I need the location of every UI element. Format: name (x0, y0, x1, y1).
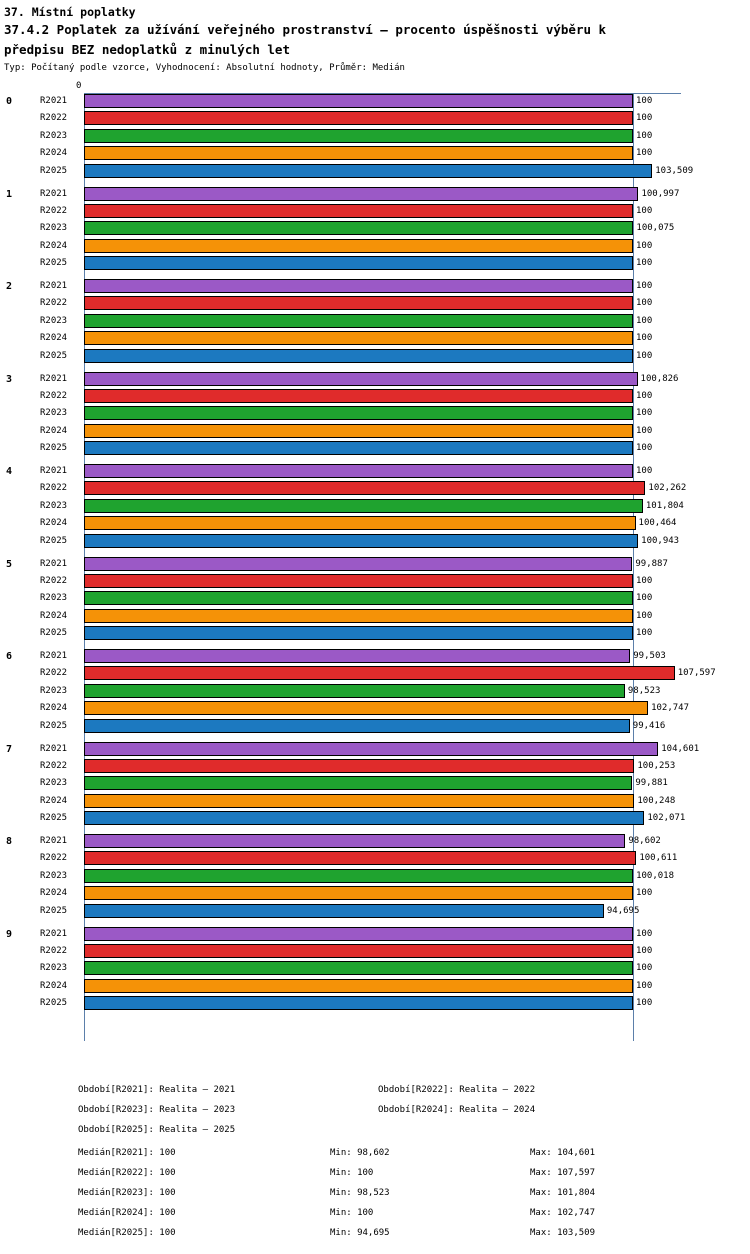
bar-row-label: R2025 (40, 720, 68, 731)
bar[interactable] (84, 481, 645, 495)
bar[interactable] (84, 609, 633, 623)
bar-value-label: 103,509 (655, 165, 694, 176)
bar-value-label: 100 (636, 408, 653, 419)
bar[interactable] (84, 516, 636, 530)
bar[interactable] (84, 464, 633, 478)
bar-value-label: 100 (636, 240, 653, 251)
bar-group (0, 278, 750, 365)
bar-row (0, 718, 750, 735)
bar-group-label: 3 (6, 373, 13, 385)
stat-max: Max: 101,804 (530, 1188, 596, 1198)
bar-value-label: 101,804 (645, 500, 684, 511)
bar-value-label: 100 (636, 130, 653, 141)
bar-value-label: 100 (636, 96, 653, 106)
bar-row-label: R2022 (40, 945, 68, 956)
bar-value-label: 100 (636, 333, 653, 344)
bar-value-label: 100 (636, 425, 653, 436)
bar-value-label: 104,601 (661, 743, 700, 754)
bar[interactable] (84, 742, 658, 756)
bar-row-label: R2024 (40, 240, 68, 251)
bar-value-label: 98,602 (628, 836, 661, 846)
bar-row (0, 238, 750, 255)
stat-median: Medián[R2025]: 100 (78, 1228, 176, 1238)
bar-group (0, 371, 750, 458)
bar-row (0, 556, 750, 573)
bar-row (0, 423, 750, 440)
bar-value-label: 100 (636, 928, 653, 939)
bar-row-label: R2022 (40, 390, 68, 401)
bar[interactable] (84, 927, 633, 941)
bar-row-label: R2023 (40, 870, 68, 881)
legend-row (0, 1085, 750, 1105)
bar-value-label: 100,018 (636, 870, 675, 881)
bar[interactable] (84, 349, 633, 363)
bar-row (0, 700, 750, 717)
bar[interactable] (84, 239, 633, 253)
bar[interactable] (84, 574, 633, 588)
bar-row (0, 943, 750, 960)
axis-zero-label: 0 (76, 81, 82, 91)
bar[interactable] (84, 759, 634, 773)
bar-group-label: 5 (6, 558, 13, 570)
bar-row-label: R2022 (40, 575, 68, 586)
bar-value-label: 107,597 (677, 668, 716, 679)
bar-row (0, 203, 750, 220)
bar-row (0, 960, 750, 977)
bar-value-label: 94,695 (606, 905, 640, 916)
bar-value-label: 100 (636, 258, 653, 269)
chart-section-title: 37. Místní poplatky (4, 5, 136, 19)
bar-row (0, 110, 750, 127)
bar-row-label: R2021 (40, 928, 68, 939)
bar-row (0, 683, 750, 700)
bar-row-label: R2025 (40, 535, 68, 546)
bar-row-label: R2023 (40, 685, 68, 696)
bar-value-label: 102,747 (651, 703, 690, 714)
stat-min: Min: 98,602 (330, 1148, 390, 1158)
bar-group (0, 741, 750, 828)
bar-row-label: R2023 (40, 408, 68, 419)
stat-min: Min: 100 (330, 1208, 374, 1218)
bar[interactable] (84, 557, 632, 571)
bar-group-label: 6 (6, 651, 13, 662)
bar-group (0, 833, 750, 920)
bar-row-label: R2021 (40, 651, 68, 661)
bar-value-label: 102,262 (648, 483, 687, 494)
bar-row (0, 220, 750, 237)
bar-row (0, 833, 750, 850)
bar-value-label: 100 (636, 888, 653, 899)
bar-row-label: R2021 (40, 466, 68, 476)
bar[interactable] (84, 996, 633, 1010)
stat-row (0, 1188, 750, 1208)
stat-max: Max: 102,747 (530, 1208, 596, 1218)
bar-value-label: 98,523 (627, 685, 661, 696)
bar-row-label: R2024 (40, 148, 68, 159)
stat-median: Medián[R2021]: 100 (78, 1148, 176, 1158)
bar-row (0, 903, 750, 920)
bar-value-label: 100 (636, 315, 653, 326)
bar-value-label: 102,071 (647, 813, 686, 824)
bar-row (0, 128, 750, 145)
bar[interactable] (84, 776, 632, 790)
bar-row (0, 625, 750, 642)
bar[interactable] (84, 389, 633, 403)
bar-row (0, 348, 750, 365)
bar[interactable] (84, 279, 633, 293)
stat-median: Medián[R2024]: 100 (78, 1208, 176, 1218)
legend-row (0, 1125, 750, 1145)
bar-row-label: R2021 (40, 836, 68, 846)
stat-row (0, 1208, 750, 1228)
bar-row (0, 163, 750, 180)
bar-value-label: 100 (636, 980, 653, 991)
bar-row (0, 665, 750, 682)
bar-value-label: 100,075 (636, 223, 675, 234)
bar-row-label: R2021 (40, 188, 68, 199)
bar-row-label: R2024 (40, 703, 68, 714)
bar[interactable] (84, 961, 633, 975)
bar-row (0, 463, 750, 480)
chart-legend (0, 1085, 750, 1145)
bar-group (0, 463, 750, 550)
bar-value-label: 100 (636, 945, 653, 956)
bar-group (0, 648, 750, 735)
chart-title-line1: 37.4.2 Poplatek za užívání veřejného prostranství – procento úspěšnosti výběru k (4, 22, 607, 37)
bar-row (0, 371, 750, 388)
bar-row-label: R2024 (40, 425, 68, 436)
chart-title-line2: předpisu BEZ nedoplatků z minulých let (4, 42, 290, 57)
bar-row (0, 498, 750, 515)
bar-row-label: R2022 (40, 298, 68, 309)
stat-min: Min: 100 (330, 1168, 374, 1178)
bar-row (0, 741, 750, 758)
legend-item: Období[R2023]: Realita – 2023 (78, 1105, 236, 1115)
bar-value-label: 100,464 (638, 518, 677, 529)
bar-value-label: 100 (636, 998, 653, 1009)
bar[interactable] (84, 701, 648, 715)
bar-row-label: R2023 (40, 500, 68, 511)
bar[interactable] (84, 256, 633, 270)
bar[interactable] (84, 314, 633, 328)
bar-value-label: 99,503 (633, 651, 666, 661)
bar-row (0, 775, 750, 792)
bar-value-label: 100 (636, 628, 653, 639)
bar-value-label: 100 (636, 390, 653, 401)
bar-row (0, 93, 750, 110)
bar-row (0, 648, 750, 665)
bar[interactable] (84, 221, 633, 235)
bar-group (0, 926, 750, 1013)
bar[interactable] (84, 424, 633, 438)
bar-row-label: R2021 (40, 281, 68, 291)
bar-row (0, 533, 750, 550)
bar-value-label: 100 (636, 466, 653, 476)
bar[interactable] (84, 94, 633, 108)
bar-row-label: R2022 (40, 853, 68, 864)
bar-group-label: 8 (6, 836, 13, 847)
bar-value-label: 100 (636, 113, 653, 124)
bar-value-label: 100,943 (641, 535, 680, 546)
bar-group-label: 0 (6, 96, 13, 107)
bar-value-label: 100 (636, 610, 653, 621)
bar-row (0, 295, 750, 312)
bar-row (0, 758, 750, 775)
bar-row (0, 186, 750, 203)
bar-value-label: 100 (636, 298, 653, 309)
bar-row (0, 608, 750, 625)
stat-row (0, 1228, 750, 1248)
bar-row (0, 995, 750, 1012)
bar-group-label: 4 (6, 466, 13, 477)
bar-value-label: 100,997 (641, 188, 680, 199)
bar-value-label: 99,887 (635, 558, 668, 569)
bar-group-label: 9 (6, 928, 13, 940)
bar-row-label: R2025 (40, 628, 68, 639)
bar[interactable] (84, 851, 636, 865)
bar[interactable] (84, 886, 633, 900)
stat-max: Max: 103,509 (530, 1228, 596, 1238)
bar-row (0, 255, 750, 272)
bar-row-label: R2025 (40, 258, 68, 269)
bar-row (0, 926, 750, 943)
bar-row (0, 573, 750, 590)
bar-value-label: 100 (636, 148, 653, 159)
bar-group-label: 7 (6, 743, 13, 755)
bar[interactable] (84, 944, 633, 958)
bar-row-label: R2025 (40, 443, 68, 454)
bar[interactable] (84, 534, 638, 548)
stat-median: Medián[R2023]: 100 (78, 1188, 176, 1198)
bar[interactable] (84, 187, 638, 201)
bar-row (0, 810, 750, 827)
bar-value-label: 100,611 (639, 853, 678, 864)
bar-group-label: 2 (6, 281, 13, 292)
bar-row (0, 440, 750, 457)
bar[interactable] (84, 719, 630, 733)
bar-row (0, 590, 750, 607)
bar-value-label: 100 (636, 963, 653, 974)
bar[interactable] (84, 372, 638, 386)
bar-row-label: R2025 (40, 350, 68, 361)
bar-row-label: R2025 (40, 905, 68, 916)
bar[interactable] (84, 869, 633, 883)
bar-group (0, 186, 750, 273)
bar-row (0, 330, 750, 347)
bar[interactable] (84, 811, 644, 825)
bar-group (0, 556, 750, 643)
bar-row-label: R2021 (40, 743, 68, 754)
bar-row-label: R2021 (40, 558, 68, 569)
bar-row (0, 145, 750, 162)
bar-row (0, 480, 750, 497)
stat-min: Min: 94,695 (330, 1228, 390, 1238)
bar-row-label: R2023 (40, 315, 68, 326)
bar[interactable] (84, 979, 633, 993)
bar-row-label: R2022 (40, 760, 68, 771)
bar-group-label: 1 (6, 188, 13, 200)
bar-row (0, 868, 750, 885)
bar-row-label: R2022 (40, 113, 68, 124)
bar[interactable] (84, 146, 633, 160)
bar-row (0, 978, 750, 995)
bar-group (0, 93, 750, 180)
stat-max: Max: 107,597 (530, 1168, 596, 1178)
bar[interactable] (84, 499, 643, 513)
bar-row-label: R2022 (40, 205, 68, 216)
bar-value-label: 100 (636, 350, 653, 361)
bar-row-label: R2023 (40, 130, 68, 141)
bar[interactable] (84, 666, 675, 680)
bar-value-label: 99,416 (632, 720, 666, 731)
legend-item: Období[R2024]: Realita – 2024 (378, 1105, 536, 1115)
stat-median: Medián[R2022]: 100 (78, 1168, 176, 1178)
stat-row (0, 1168, 750, 1188)
bar-row (0, 793, 750, 810)
stat-min: Min: 98,523 (330, 1188, 390, 1198)
bar-value-label: 99,881 (635, 778, 668, 789)
bar-row-label: R2024 (40, 518, 68, 529)
bar-row-label: R2022 (40, 668, 68, 679)
stat-row (0, 1148, 750, 1168)
bar[interactable] (84, 164, 652, 178)
legend-row (0, 1105, 750, 1125)
bar-row-label: R2025 (40, 813, 68, 824)
bar-row-label: R2024 (40, 888, 68, 899)
bar-row-label: R2024 (40, 610, 68, 621)
bar-row-label: R2023 (40, 593, 68, 604)
bar-row (0, 405, 750, 422)
bar-value-label: 100,248 (637, 795, 676, 806)
bar[interactable] (84, 296, 633, 310)
bar-row-label: R2024 (40, 980, 68, 991)
bar-value-label: 100,253 (637, 760, 676, 771)
bar-row-label: R2021 (40, 373, 68, 384)
bar[interactable] (84, 204, 633, 218)
bar[interactable] (84, 441, 633, 455)
bar-row (0, 885, 750, 902)
legend-item: Období[R2022]: Realita – 2022 (378, 1085, 536, 1095)
bar-row (0, 850, 750, 867)
bar[interactable] (84, 834, 625, 848)
bar-row (0, 278, 750, 295)
bar-row-label: R2022 (40, 483, 68, 494)
bar[interactable] (84, 129, 633, 143)
bar-row-label: R2023 (40, 223, 68, 234)
bar-row-label: R2023 (40, 778, 68, 789)
legend-item: Období[R2025]: Realita – 2025 (78, 1125, 236, 1135)
bar[interactable] (84, 794, 634, 808)
bar-row (0, 388, 750, 405)
bar-row-label: R2024 (40, 333, 68, 344)
bar-row (0, 515, 750, 532)
bar[interactable] (84, 406, 633, 420)
bar[interactable] (84, 626, 633, 640)
bar-row-label: R2025 (40, 165, 68, 176)
bar-row-label: R2025 (40, 998, 68, 1009)
chart-meta: Typ: Počítaný podle vzorce, Vyhodnocení: Absolutní hodnoty, Průměr: Medián (4, 63, 405, 73)
bar-row-label: R2021 (40, 96, 68, 106)
bar-value-label: 100 (636, 443, 653, 454)
bar-row-label: R2023 (40, 963, 68, 974)
bar[interactable] (84, 649, 630, 663)
legend-item: Období[R2021]: Realita – 2021 (78, 1085, 236, 1095)
bar-row-label: R2024 (40, 795, 68, 806)
bar[interactable] (84, 591, 633, 605)
chart-stats (0, 1148, 750, 1248)
bar-value-label: 100 (636, 281, 653, 291)
bar-value-label: 100 (636, 575, 653, 586)
bar[interactable] (84, 904, 604, 918)
bar-value-label: 100 (636, 205, 653, 216)
chart-plot-area (0, 81, 750, 1041)
bar-row (0, 313, 750, 330)
bar-value-label: 100 (636, 593, 653, 604)
bar[interactable] (84, 331, 633, 345)
stat-max: Max: 104,601 (530, 1148, 596, 1158)
bar[interactable] (84, 684, 625, 698)
bar[interactable] (84, 111, 633, 125)
bar-value-label: 100,826 (640, 373, 679, 384)
title-block (0, 0, 750, 75)
